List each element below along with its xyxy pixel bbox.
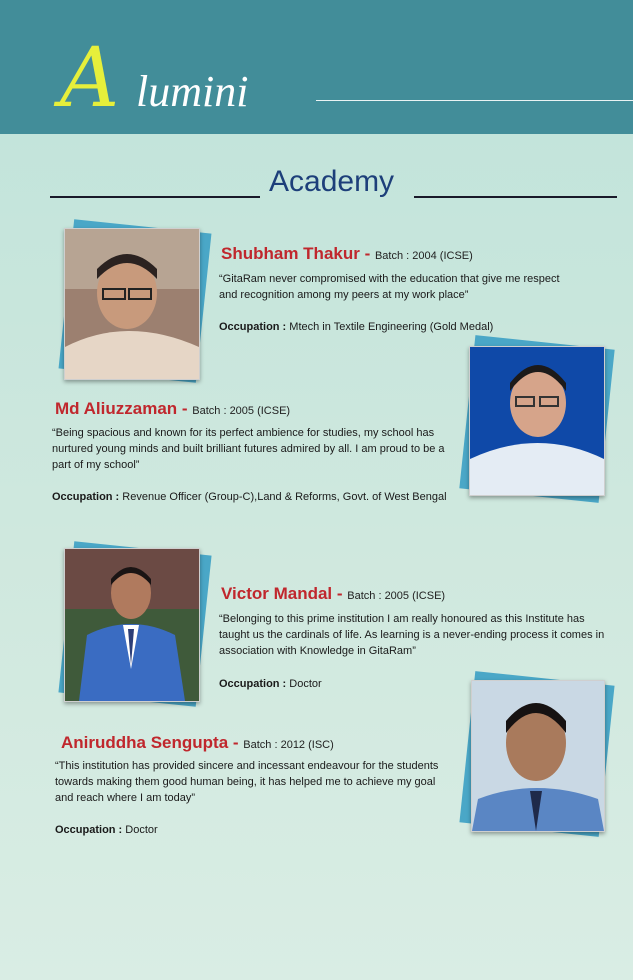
brand-rest: lumini <box>136 67 249 116</box>
batch-label: Batch : 2004 (ICSE) <box>374 250 473 262</box>
section-title: Academy <box>269 165 395 198</box>
batch-label: Batch : 2012 (ISC) <box>243 739 334 751</box>
alumni-photo-3 <box>60 544 210 704</box>
header-divider <box>316 100 633 101</box>
alumni-photo-4 <box>463 674 613 834</box>
alumni-occupation-4: Occupation : Doctor <box>55 824 158 836</box>
alumni-occupation-1: Occupation : Mtech in Textile Engineering (Gold Medal) <box>219 321 494 333</box>
alumni-occupation-3: Occupation : Doctor <box>219 678 322 690</box>
alumni-occupation-2: Occupation : Revenue Officer (Group-C),Land & Reforms, Govt. of West Bengal <box>52 491 447 503</box>
alumni-photo-1 <box>60 222 210 382</box>
portrait-image <box>472 681 604 831</box>
alumni-quote-4: “This institution has provided sincere and incessant endeavour for the students towards making them good human being, it has helped me to achieve my goal and reach where I am today” <box>55 760 439 804</box>
alumni-name-1: Shubham Thakur - Batch : 2004 (ICSE) <box>221 244 473 263</box>
alumni-name-2: Md Aliuzzaman - Batch : 2005 (ICSE) <box>55 399 291 418</box>
brand-initial: A <box>60 31 120 126</box>
portrait-image <box>65 549 199 701</box>
alumni-name-3: Victor Mandal - Batch : 2005 (ICSE) <box>221 584 446 603</box>
batch-label: Batch : 2005 (ICSE) <box>192 405 291 417</box>
alumni-photo-2 <box>463 340 613 500</box>
alumni-quote-3: “Belonging to this prime institution I am really honoured as this Institute has taught us the cardinals of life. As learning is a never-ending process it comes in association with Knowledge in GitaRam” <box>219 613 605 657</box>
alumni-quote-1: “GitaRam never compromised with the education that give me respect and recognition among my peers at my work place” <box>219 273 560 301</box>
batch-label: Batch : 2005 (ICSE) <box>347 590 446 602</box>
alumni-name-4: Aniruddha Sengupta - Batch : 2012 (ISC) <box>61 733 334 752</box>
portrait-image <box>470 347 604 495</box>
heading-rule-right <box>414 196 617 198</box>
header-banner <box>0 0 633 134</box>
heading-rule-left <box>50 196 260 198</box>
portrait-image <box>65 229 199 379</box>
section-heading <box>0 165 633 205</box>
alumni-quote-2: “Being spacious and known for its perfect ambience for studies, my school has nurtured young minds and built brilliant futures admired by all. I am proud to be a part of my school” <box>52 427 445 471</box>
